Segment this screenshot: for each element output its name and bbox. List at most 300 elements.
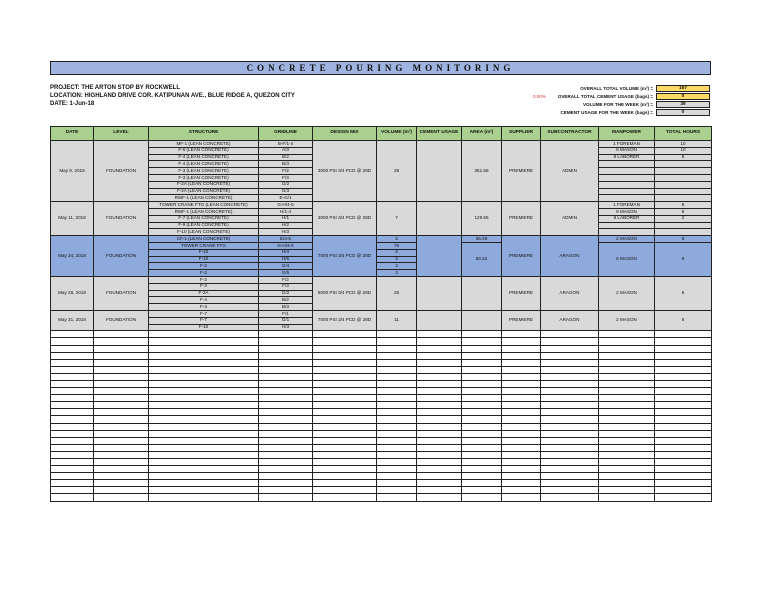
empty-cell[interactable] [655,409,712,416]
empty-cell[interactable] [51,437,94,444]
gridline-cell[interactable]: F/2 [259,168,313,175]
empty-cell[interactable] [313,480,377,487]
empty-cell[interactable] [51,366,94,373]
empty-cell[interactable] [259,345,313,352]
empty-cell[interactable] [502,430,541,437]
header-design-mix[interactable]: DESIGN MIX [313,127,377,141]
overall-volume-value[interactable]: 167 [656,85,710,92]
empty-cell[interactable] [94,430,149,437]
empty-cell[interactable] [462,373,502,380]
empty-cell[interactable] [417,416,462,423]
empty-cell[interactable] [149,416,259,423]
empty-cell[interactable] [502,451,541,458]
empty-cell[interactable] [599,423,655,430]
subcontractor-cell[interactable]: ADMIN [541,141,599,202]
empty-cell[interactable] [599,331,655,338]
area-cell[interactable]: 36.46 [462,236,502,243]
manpower-cell[interactable] [599,161,655,168]
empty-cell[interactable] [313,366,377,373]
empty-cell[interactable] [655,338,712,345]
empty-cell[interactable] [313,487,377,494]
structure-cell[interactable]: F-4 (LEAN CONCRETE) [149,154,259,161]
empty-cell[interactable] [462,352,502,359]
empty-cell[interactable] [599,345,655,352]
empty-cell[interactable] [377,430,417,437]
empty-cell[interactable] [541,345,599,352]
empty-cell[interactable] [462,423,502,430]
manpower-cell[interactable]: 8 MASON [599,147,655,154]
subcontractor-cell[interactable]: ADMIN [541,202,599,236]
empty-cell[interactable] [94,345,149,352]
empty-cell[interactable] [149,444,259,451]
empty-cell[interactable] [599,416,655,423]
empty-cell[interactable] [417,395,462,402]
empty-cell[interactable] [94,331,149,338]
empty-cell[interactable] [259,487,313,494]
empty-cell[interactable] [599,494,655,501]
empty-cell[interactable] [259,380,313,387]
gridline-cell[interactable]: E-G/1 [259,195,313,202]
empty-cell[interactable] [94,494,149,501]
empty-cell[interactable] [541,473,599,480]
empty-cell[interactable] [462,366,502,373]
empty-cell[interactable] [94,473,149,480]
structure-cell[interactable]: MF-1 (LEAN CONCRETE) [149,141,259,148]
supplier-cell[interactable]: PREMIERE [502,202,541,236]
empty-cell[interactable] [541,437,599,444]
empty-cell[interactable] [377,395,417,402]
empty-cell[interactable] [417,494,462,501]
manpower-cell[interactable] [599,181,655,188]
gridline-cell[interactable]: B/2 [259,297,313,304]
empty-cell[interactable] [259,402,313,409]
manpower-cell[interactable] [599,188,655,195]
empty-cell[interactable] [313,352,377,359]
empty-cell[interactable] [149,494,259,501]
empty-cell[interactable] [462,359,502,366]
gridline-cell[interactable]: F/3 [259,174,313,181]
manpower-cell[interactable] [599,174,655,181]
empty-cell[interactable] [417,487,462,494]
volume-cell[interactable]: 3 [377,263,417,270]
empty-cell[interactable] [417,331,462,338]
empty-cell[interactable] [259,416,313,423]
area-cell[interactable] [462,310,502,330]
empty-cell[interactable] [94,380,149,387]
gridline-cell[interactable]: G/4 [259,263,313,270]
gridline-cell[interactable]: G/5 [259,270,313,277]
manpower-cell[interactable]: 2 MASON [599,310,655,330]
empty-cell[interactable] [377,444,417,451]
empty-cell[interactable] [417,430,462,437]
empty-cell[interactable] [94,416,149,423]
level-cell[interactable]: FOUNDATION [94,202,149,236]
empty-cell[interactable] [417,366,462,373]
empty-cell[interactable] [377,380,417,387]
empty-cell[interactable] [655,459,712,466]
empty-cell[interactable] [149,480,259,487]
empty-cell[interactable] [655,423,712,430]
empty-cell[interactable] [599,338,655,345]
empty-cell[interactable] [259,430,313,437]
level-cell[interactable]: FOUNDATION [94,310,149,330]
manpower-cell[interactable] [599,222,655,229]
gridline-cell[interactable]: H/1 [259,215,313,222]
structure-cell[interactable]: F-9 (LEAN CONCRETE) [149,222,259,229]
empty-cell[interactable] [51,380,94,387]
manpower-cell[interactable]: 8 LABORER [599,154,655,161]
empty-cell[interactable] [94,480,149,487]
empty-cell[interactable] [655,331,712,338]
empty-cell[interactable] [541,359,599,366]
empty-cell[interactable] [377,459,417,466]
supplier-cell[interactable]: PREMIERE [502,276,541,310]
empty-cell[interactable] [51,345,94,352]
empty-cell[interactable] [94,437,149,444]
level-cell[interactable]: FOUNDATION [94,236,149,277]
empty-cell[interactable] [94,338,149,345]
empty-cell[interactable] [502,416,541,423]
empty-cell[interactable] [149,380,259,387]
empty-cell[interactable] [462,480,502,487]
empty-cell[interactable] [655,352,712,359]
empty-cell[interactable] [541,466,599,473]
empty-cell[interactable] [259,459,313,466]
empty-cell[interactable] [541,395,599,402]
empty-cell[interactable] [655,487,712,494]
empty-cell[interactable] [313,338,377,345]
empty-cell[interactable] [541,380,599,387]
empty-cell[interactable] [259,395,313,402]
total-hours-cell[interactable]: 10 [655,141,712,148]
empty-cell[interactable] [51,494,94,501]
empty-cell[interactable] [313,409,377,416]
empty-cell[interactable] [462,338,502,345]
area-cell[interactable] [462,276,502,310]
empty-cell[interactable] [599,451,655,458]
empty-cell[interactable] [259,494,313,501]
empty-cell[interactable] [51,423,94,430]
empty-cell[interactable] [313,331,377,338]
cement-usage-cell[interactable] [417,276,462,310]
empty-cell[interactable] [541,480,599,487]
volume-cell[interactable]: 28 [377,141,417,202]
empty-cell[interactable] [462,459,502,466]
manpower-cell[interactable]: 2 MASON [599,276,655,310]
subcontractor-cell[interactable]: ARAGON [541,236,599,277]
empty-cell[interactable] [655,444,712,451]
empty-cell[interactable] [377,487,417,494]
empty-cell[interactable] [313,459,377,466]
empty-cell[interactable] [149,352,259,359]
empty-cell[interactable] [313,494,377,501]
empty-cell[interactable] [417,409,462,416]
gridline-cell[interactable]: H/4 [259,249,313,256]
structure-cell[interactable]: F-3 (LEAN CONCRETE) [149,168,259,175]
empty-cell[interactable] [259,437,313,444]
empty-cell[interactable] [655,466,712,473]
level-cell[interactable]: FOUNDATION [94,276,149,310]
gridline-cell[interactable]: E/4-5 [259,236,313,243]
empty-cell[interactable] [149,466,259,473]
empty-cell[interactable] [377,388,417,395]
empty-cell[interactable] [417,338,462,345]
structure-cell[interactable]: F-10 [149,249,259,256]
empty-cell[interactable] [51,373,94,380]
structure-cell[interactable]: TOWER CRANE FTG (LEAN CONCRETE) [149,202,259,209]
empty-cell[interactable] [149,366,259,373]
empty-cell[interactable] [541,402,599,409]
empty-cell[interactable] [51,480,94,487]
empty-cell[interactable] [149,373,259,380]
empty-cell[interactable] [599,352,655,359]
structure-cell[interactable]: F-7 (LEAN CONCRETE) [149,215,259,222]
header-total-hours[interactable]: TOTAL HOURS [655,127,712,141]
total-hours-cell[interactable]: 6 [655,276,712,310]
empty-cell[interactable] [599,480,655,487]
design-mix-cell[interactable]: 3000 PSI 3/4 PCD @ 28D [313,141,377,202]
empty-cell[interactable] [599,459,655,466]
empty-cell[interactable] [94,395,149,402]
area-cell[interactable]: 361.58 [462,141,502,202]
empty-cell[interactable] [599,359,655,366]
structure-cell[interactable]: F-10 [149,324,259,331]
empty-cell[interactable] [541,409,599,416]
empty-cell[interactable] [541,388,599,395]
total-hours-cell[interactable] [655,229,712,236]
empty-cell[interactable] [599,444,655,451]
date-cell[interactable]: May 9, 2018 [51,141,94,202]
empty-cell[interactable] [94,466,149,473]
empty-cell[interactable] [94,373,149,380]
empty-cell[interactable] [313,402,377,409]
empty-cell[interactable] [94,409,149,416]
structure-cell[interactable]: F-3 [149,283,259,290]
empty-cell[interactable] [599,395,655,402]
empty-cell[interactable] [655,473,712,480]
empty-cell[interactable] [541,494,599,501]
total-hours-cell[interactable] [655,188,712,195]
empty-cell[interactable] [149,459,259,466]
empty-cell[interactable] [502,380,541,387]
empty-cell[interactable] [599,487,655,494]
structure-cell[interactable]: F-6 (LEAN CONCRETE) [149,147,259,154]
gridline-cell[interactable]: H/1-4 [259,208,313,215]
empty-cell[interactable] [259,331,313,338]
subcontractor-cell[interactable]: ARAGON [541,276,599,310]
empty-cell[interactable] [462,466,502,473]
total-hours-cell[interactable]: 10 [655,147,712,154]
empty-cell[interactable] [51,444,94,451]
cement-usage-cell[interactable] [417,141,462,202]
structure-cell[interactable]: F-4 [149,297,259,304]
empty-cell[interactable] [94,444,149,451]
gridline-cell[interactable]: B/2 [259,154,313,161]
empty-cell[interactable] [94,402,149,409]
empty-cell[interactable] [259,338,313,345]
gridline-cell[interactable]: G-H/4-5 [259,242,313,249]
volume-cell[interactable]: 4 [377,256,417,263]
empty-cell[interactable] [94,459,149,466]
empty-cell[interactable] [462,395,502,402]
empty-cell[interactable] [502,366,541,373]
gridline-cell[interactable]: F/3 [259,283,313,290]
empty-cell[interactable] [313,395,377,402]
empty-cell[interactable] [51,416,94,423]
volume-cell[interactable]: 3 [377,270,417,277]
empty-cell[interactable] [94,366,149,373]
empty-cell[interactable] [541,416,599,423]
empty-cell[interactable] [462,444,502,451]
empty-cell[interactable] [599,380,655,387]
empty-cell[interactable] [259,352,313,359]
empty-cell[interactable] [94,359,149,366]
volume-cell[interactable]: 7 [377,202,417,236]
empty-cell[interactable] [417,451,462,458]
empty-cell[interactable] [313,444,377,451]
total-hours-cell[interactable] [655,222,712,229]
empty-cell[interactable] [502,459,541,466]
gridline-cell[interactable]: H/3 [259,229,313,236]
gridline-cell[interactable]: A/3 [259,147,313,154]
empty-cell[interactable] [259,423,313,430]
gridline-cell[interactable]: F/1 [259,310,313,317]
empty-cell[interactable] [655,395,712,402]
total-hours-cell[interactable]: 2 [655,215,712,222]
empty-cell[interactable] [502,388,541,395]
empty-cell[interactable] [149,437,259,444]
empty-cell[interactable] [502,402,541,409]
empty-cell[interactable] [377,423,417,430]
empty-cell[interactable] [417,444,462,451]
empty-cell[interactable] [541,331,599,338]
empty-cell[interactable] [377,366,417,373]
header-gridline[interactable]: GRIDLINE [259,127,313,141]
empty-cell[interactable] [377,480,417,487]
level-cell[interactable]: FOUNDATION [94,141,149,202]
empty-cell[interactable] [599,409,655,416]
empty-cell[interactable] [502,352,541,359]
empty-cell[interactable] [655,345,712,352]
empty-cell[interactable] [655,373,712,380]
structure-cell[interactable]: F-2 [149,263,259,270]
week-cement-value[interactable]: 0 [656,109,710,116]
header-level[interactable]: LEVEL [94,127,149,141]
gridline-cell[interactable]: H/5 [259,256,313,263]
empty-cell[interactable] [149,487,259,494]
empty-cell[interactable] [417,345,462,352]
gridline-cell[interactable]: G/2 [259,181,313,188]
volume-cell[interactable]: 4 [377,249,417,256]
empty-cell[interactable] [599,430,655,437]
manpower-cell[interactable]: 2 MASON [599,236,655,243]
empty-cell[interactable] [149,359,259,366]
empty-cell[interactable] [259,451,313,458]
manpower-cell[interactable] [599,195,655,202]
empty-cell[interactable] [149,409,259,416]
gridline-cell[interactable]: H/3 [259,324,313,331]
area-cell[interactable]: 129.65 [462,202,502,236]
empty-cell[interactable] [259,466,313,473]
total-hours-cell[interactable]: 6 [655,154,712,161]
empty-cell[interactable] [417,352,462,359]
empty-cell[interactable] [149,473,259,480]
empty-cell[interactable] [94,352,149,359]
empty-cell[interactable] [51,430,94,437]
empty-cell[interactable] [313,423,377,430]
empty-cell[interactable] [502,466,541,473]
empty-cell[interactable] [599,388,655,395]
empty-cell[interactable] [377,373,417,380]
empty-cell[interactable] [149,388,259,395]
empty-cell[interactable] [655,402,712,409]
empty-cell[interactable] [377,466,417,473]
header-volume[interactable]: VOLUME (m³) [377,127,417,141]
empty-cell[interactable] [259,473,313,480]
volume-cell[interactable]: 76 [377,242,417,249]
empty-cell[interactable] [599,437,655,444]
empty-cell[interactable] [541,487,599,494]
empty-cell[interactable] [541,366,599,373]
structure-cell[interactable]: CF-1 (LEAN CONCRETE) [149,236,259,243]
gridline-cell[interactable]: F/2 [259,276,313,283]
empty-cell[interactable] [377,352,417,359]
empty-cell[interactable] [655,437,712,444]
header-manpower[interactable]: MANPOWER [599,127,655,141]
empty-cell[interactable] [541,430,599,437]
empty-cell[interactable] [541,352,599,359]
empty-cell[interactable] [655,494,712,501]
empty-cell[interactable] [655,430,712,437]
structure-cell[interactable]: RWF-1 (LEAN CONCRETE) [149,195,259,202]
empty-cell[interactable] [51,466,94,473]
empty-cell[interactable] [94,451,149,458]
empty-cell[interactable] [599,402,655,409]
empty-cell[interactable] [377,359,417,366]
empty-cell[interactable] [51,338,94,345]
cement-usage-cell[interactable] [417,310,462,330]
empty-cell[interactable] [51,487,94,494]
total-hours-cell[interactable]: 6 [655,236,712,243]
supplier-cell[interactable]: PREMIERE [502,236,541,277]
empty-cell[interactable] [313,473,377,480]
gridline-cell[interactable]: G/3 [259,188,313,195]
empty-cell[interactable] [462,430,502,437]
empty-cell[interactable] [51,451,94,458]
supplier-cell[interactable]: PREMIERE [502,141,541,202]
structure-cell[interactable]: F-2A (LEAN CONCRETE) [149,188,259,195]
empty-cell[interactable] [462,487,502,494]
empty-cell[interactable] [417,359,462,366]
total-hours-cell[interactable]: 6 [655,202,712,209]
header-cement-usage[interactable]: CEMENT USAGE [417,127,462,141]
empty-cell[interactable] [462,437,502,444]
empty-cell[interactable] [462,380,502,387]
structure-cell[interactable]: F-2A [149,290,259,297]
manpower-cell[interactable]: 1 FOREMAN [599,202,655,209]
gridline-cell[interactable]: G/1 [259,317,313,324]
empty-cell[interactable] [502,345,541,352]
empty-cell[interactable] [541,423,599,430]
empty-cell[interactable] [313,437,377,444]
empty-cell[interactable] [94,487,149,494]
gridline-cell[interactable]: H/2 [259,222,313,229]
date-cell[interactable]: May 24, 2018 [51,236,94,277]
structure-cell[interactable]: TOWER CRANE FTG [149,242,259,249]
design-mix-cell[interactable]: 3000 PSI 3/4 PCD @ 28D [313,202,377,236]
subcontractor-cell[interactable]: ARAGON [541,310,599,330]
empty-cell[interactable] [417,480,462,487]
